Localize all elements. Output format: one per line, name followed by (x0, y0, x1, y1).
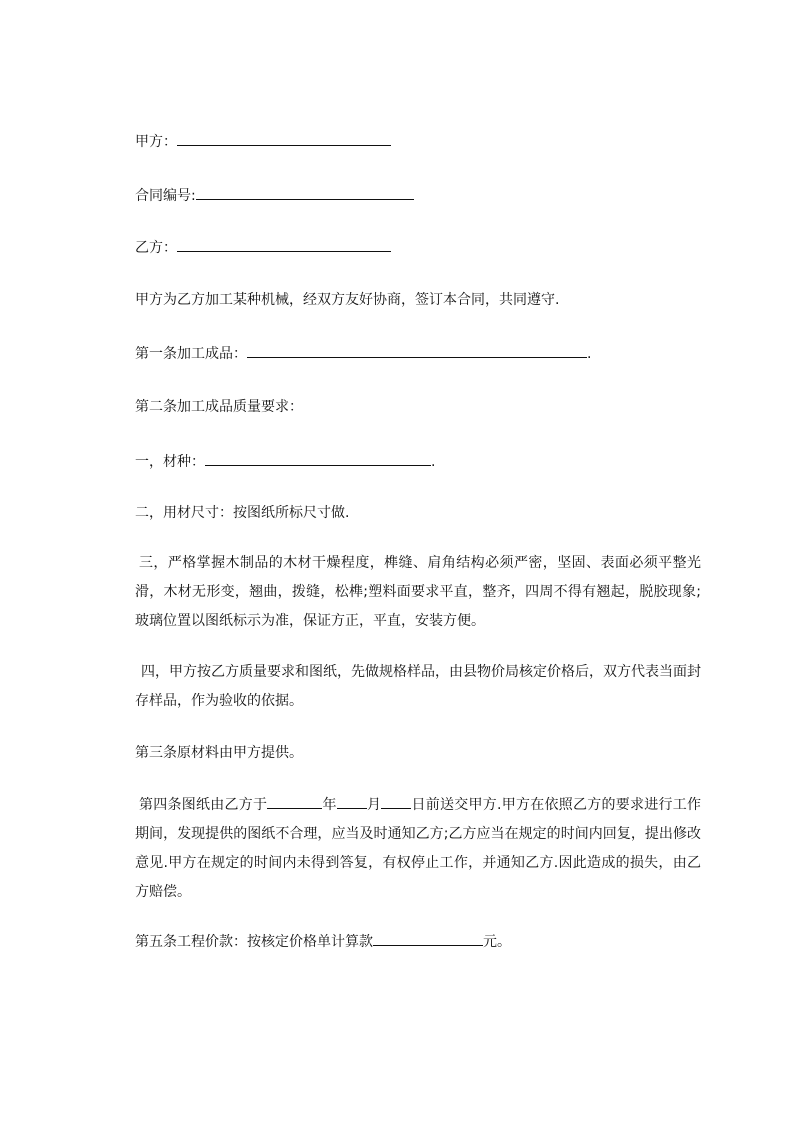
article-2-title: 第二条加工成品质量要求： (135, 399, 303, 415)
party-a-label: 甲方： (135, 134, 177, 150)
article-4 (135, 791, 701, 907)
article-1-blank (247, 343, 587, 358)
article-1-line (135, 343, 591, 364)
article-5-end: 元。 (483, 934, 511, 950)
item-4: 四，甲方按乙方质量要求和图纸，先做规格样品，由县物价局核定价格后，双方代表当面封存样品，作为验收的依据。 (135, 664, 701, 709)
contract-number-line (135, 185, 414, 206)
article-5-blank (373, 931, 483, 946)
article-4-part2: 日前送交甲方.甲方在依照乙方的要求进行工作期间，发现提供的图纸不合理，应当及时通知乙方;乙方应当在规定的时间内回复，提出修改意见.甲方在规定的时间内未得到答复，有权停止工作，并通知乙方.因此造成的损失，由乙方赔偿。 (135, 797, 702, 900)
party-b-label: 乙方： (135, 240, 177, 256)
item-1-blank (205, 451, 431, 466)
item-1-label: 一，材种： (135, 454, 205, 470)
party-a-line (135, 131, 391, 152)
article-4-month: 月 (366, 797, 382, 813)
item-3: 三，严格掌握木制品的木材干燥程度，榫缝、肩角结构必须严密，坚固、表面必须平整光滑，木材无形变，翘曲，拨缝，松榫;塑料面要求平直，整齐，四周不得有翘起，脱胶现象;玻璃位置以图纸标示为准，保证方正，平直，安装方便。 (135, 555, 701, 629)
article-3: 第三条原材料由甲方提供。 (135, 745, 303, 761)
party-b-line (135, 237, 391, 258)
contract-number-blank (196, 185, 414, 200)
article-5-line (135, 931, 511, 952)
article-4-month-blank (337, 794, 367, 809)
item-2: 二，用材尺寸：按图纸所标尺寸做. (135, 505, 350, 521)
item-1-end: . (431, 454, 436, 470)
article-5-label: 第五条工程价款：按核定价格单计算款 (135, 934, 373, 950)
article-4-year: 年 (322, 797, 337, 813)
article-4-day-blank (381, 794, 411, 809)
item-1-line (135, 451, 435, 472)
article-1-end: . (587, 346, 592, 362)
party-b-blank (177, 237, 391, 252)
article-1-label: 第一条加工成品： (135, 346, 247, 362)
contract-intro: 甲方为乙方加工某种机械，经双方友好协商，签订本合同，共同遵守. (135, 292, 560, 308)
contract-number-label: 合同编号: (135, 188, 196, 204)
party-a-blank (177, 131, 391, 146)
article-4-year-blank (267, 794, 322, 809)
article-4-part1: 第四条图纸由乙方于 (139, 797, 268, 813)
